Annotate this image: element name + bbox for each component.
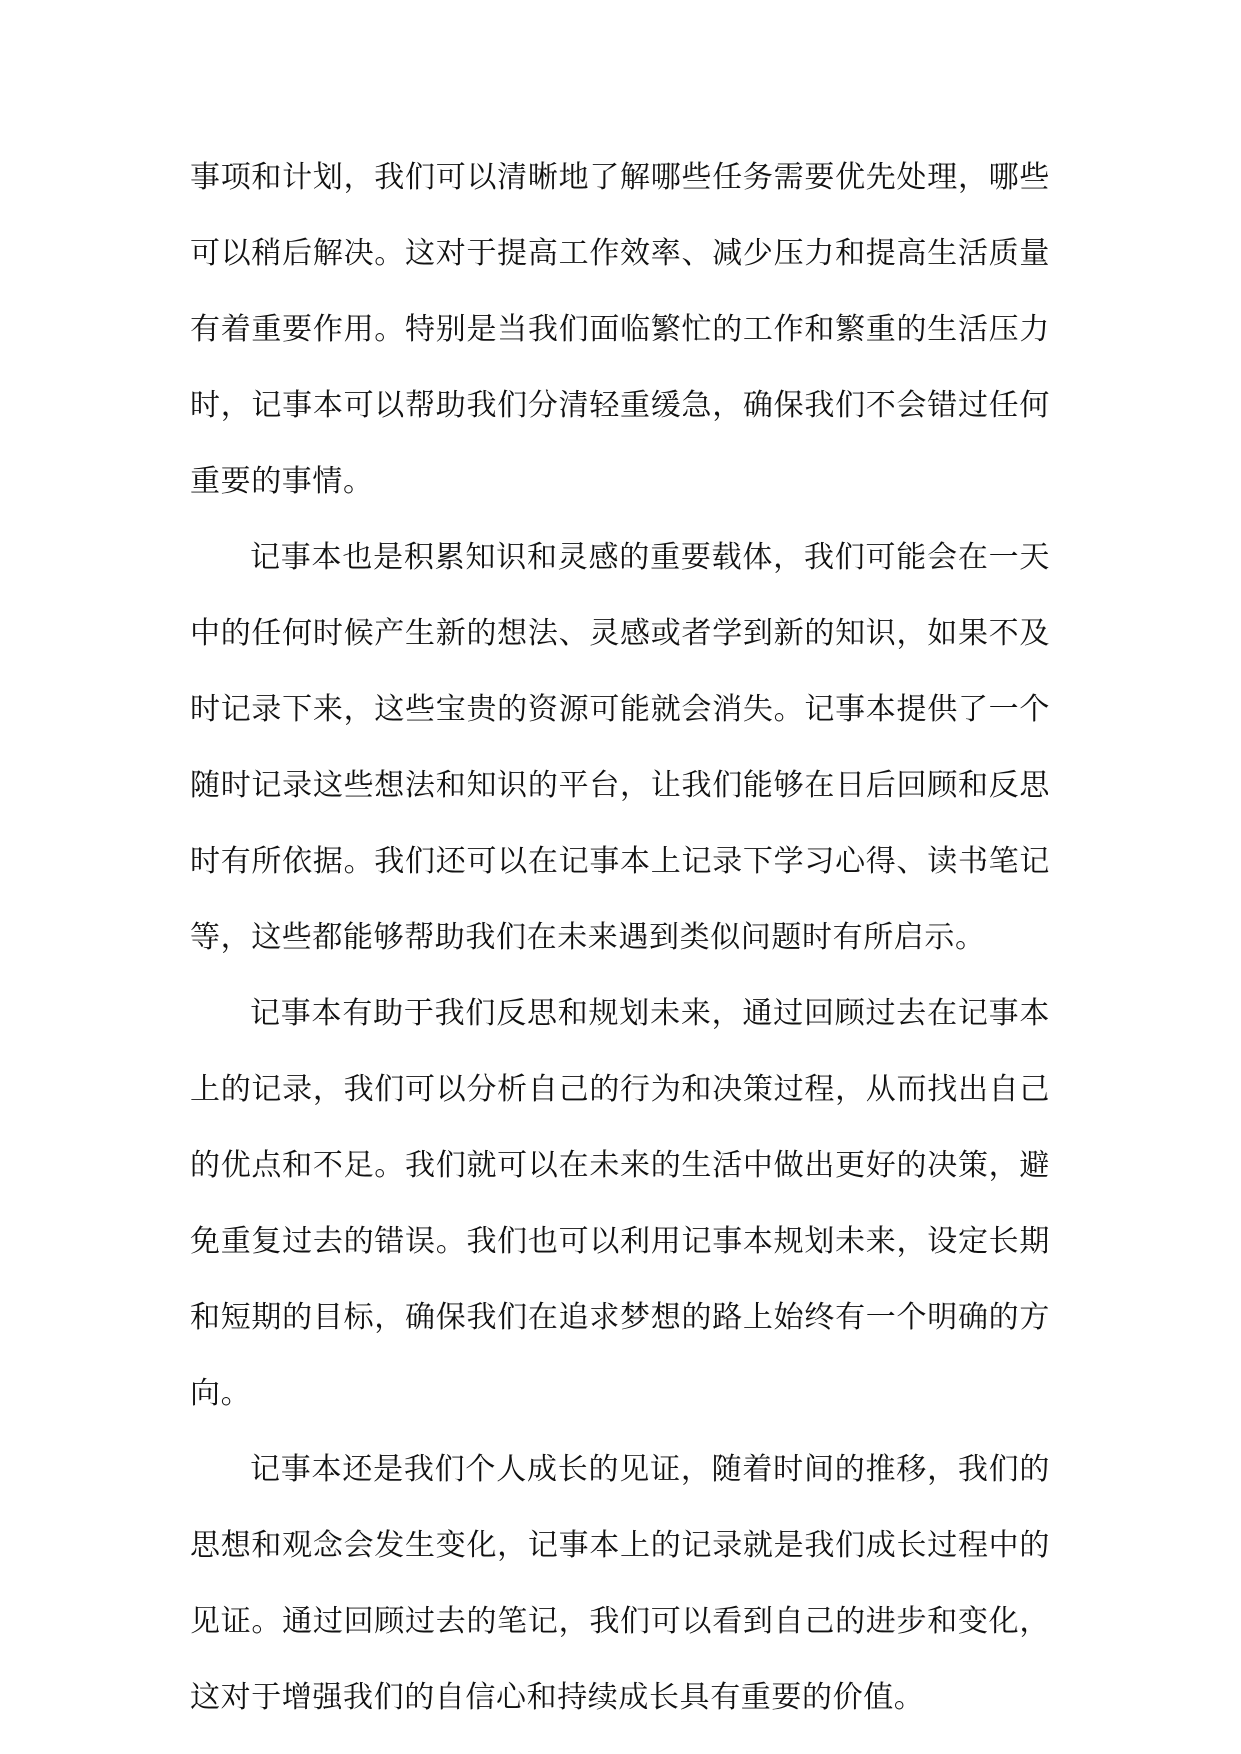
paragraph-2: 记事本也是积累知识和灵感的重要载体，我们可能会在一天中的任何时候产生新的想法、灵感或者学到新的知识，如果不及时记录下来，这些宝贵的资源可能就会消失。记事本提供了一个随时记录这些想法和知识的平台，让我们能够在日后回顾和反思时有所依据。我们还可以在记事本上记录下学习心得、读书笔记等，这些都能够帮助我们在未来遇到类似问题时有所启示。	[190, 540, 1050, 955]
paragraph-1: 事项和计划，我们可以清晰地了解哪些任务需要优先处理，哪些可以稍后解决。这对于提高工作效率、减少压力和提高生活质量有着重要作用。特别是当我们面临繁忙的工作和繁重的生活压力时，记事本可以帮助我们分清轻重缓急，确保我们不会错过任何重要的事情。	[190, 160, 1050, 499]
paragraph-3: 记事本有助于我们反思和规划未来，通过回顾过去在记事本上的记录，我们可以分析自己的行为和决策过程，从而找出自己的优点和不足。我们就可以在未来的生活中做出更好的决策，避免重复过去的错误。我们也可以利用记事本规划未来，设定长期和短期的目标，确保我们在追求梦想的路上始终有一个明确的方向。	[190, 996, 1050, 1411]
paragraph-4: 记事本还是我们个人成长的见证，随着时间的推移，我们的思想和观念会发生变化，记事本上的记录就是我们成长过程中的见证。通过回顾过去的笔记，我们可以看到自己的进步和变化，这对于增强我们的自信心和持续成长具有重要的价值。	[190, 1452, 1050, 1715]
body-text	[190, 140, 1050, 1736]
